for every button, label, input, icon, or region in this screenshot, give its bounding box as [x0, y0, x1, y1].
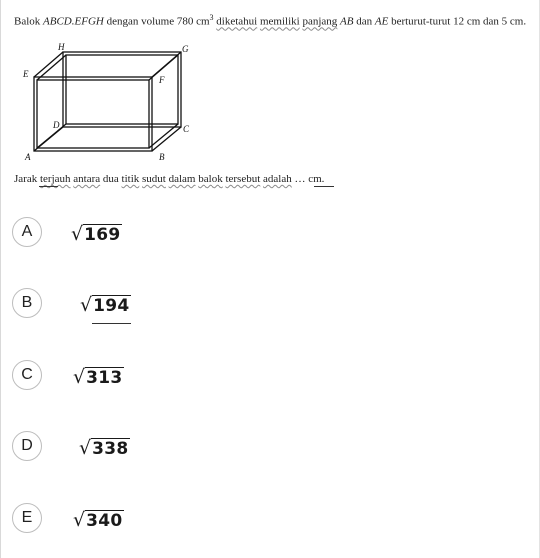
- spellcheck-word: diketahui: [216, 15, 258, 28]
- radicand: 338: [92, 439, 129, 459]
- prompt-segment: Jarak: [14, 173, 40, 185]
- solid-name: ABCD.EFGH: [43, 15, 104, 28]
- option-letter-badge: C: [12, 360, 42, 390]
- question-segment: berturut-turut 12 cm dan 5 cm.: [388, 15, 527, 28]
- front-face-inner: [37, 80, 149, 148]
- edge-bc: [152, 127, 181, 151]
- vertex-c-label: C: [183, 124, 190, 134]
- question-prompt: [14, 171, 529, 187]
- vertex-g-label: G: [182, 44, 189, 54]
- sqrt-icon: √: [71, 223, 84, 245]
- option-letter-badge: A: [12, 217, 42, 247]
- spellcheck-word: terjauh: [39, 173, 71, 185]
- sqrt-icon: √: [73, 509, 86, 531]
- vertex-f-label: F: [159, 75, 165, 85]
- question-segment: Balok: [14, 15, 44, 28]
- sqrt-icon: √: [80, 294, 93, 316]
- front-face: [34, 77, 152, 151]
- radicand: 313: [86, 368, 123, 388]
- option-answer: [71, 219, 122, 245]
- cursor-marker-left: [39, 186, 58, 187]
- spellcheck-word: adalah: [263, 173, 292, 185]
- spellcheck-word: memiliki: [259, 15, 300, 28]
- page-border-left: [0, 0, 1, 558]
- radicand: 194: [93, 296, 130, 316]
- edge-ae: AE: [374, 15, 389, 28]
- question-text: [14, 9, 529, 31]
- option-c[interactable]: [12, 358, 312, 392]
- option-letter-badge: D: [12, 431, 42, 461]
- question-segment: dengan volume 780 cm: [103, 15, 210, 28]
- spellcheck-word: balok: [198, 173, 223, 185]
- option-e[interactable]: [12, 501, 312, 535]
- spellcheck-word: tersebut: [225, 173, 261, 185]
- option-b-underline: [92, 323, 131, 324]
- cuboid-figure: [16, 42, 216, 170]
- cursor-marker-right: [314, 186, 334, 187]
- spellcheck-word: sudut: [142, 173, 166, 185]
- option-b[interactable]: [12, 286, 312, 320]
- option-answer: [73, 505, 124, 531]
- option-answer: [80, 290, 131, 316]
- back-face-inner: [66, 55, 178, 124]
- option-answer: [73, 362, 124, 388]
- prompt-segment: … cm.: [291, 173, 325, 185]
- sqrt-icon: √: [73, 366, 86, 388]
- edge-ad-inner: [37, 124, 66, 148]
- edge-eh-inner: [37, 55, 66, 80]
- option-letter-badge: E: [12, 503, 42, 533]
- vertex-b-label: B: [159, 152, 165, 162]
- option-letter-badge: B: [12, 288, 42, 318]
- radicand: 340: [86, 511, 123, 531]
- radicand: 169: [84, 225, 121, 245]
- vertex-e-label: E: [23, 69, 29, 79]
- option-d[interactable]: [12, 429, 312, 463]
- sqrt-icon: √: [79, 437, 92, 459]
- spellcheck-word: titik: [121, 173, 140, 185]
- spellcheck-word: panjang: [302, 15, 338, 28]
- spellcheck-word: dalam: [168, 173, 196, 185]
- spellcheck-word: antara: [73, 173, 101, 185]
- back-face: [63, 52, 181, 127]
- option-a[interactable]: [12, 215, 312, 249]
- unit-exponent: 3: [209, 13, 214, 22]
- prompt-segment: dua: [100, 173, 122, 185]
- question-segment: dan: [353, 15, 375, 28]
- option-answer: [79, 433, 130, 459]
- vertex-d-label: D: [53, 120, 60, 130]
- edge-ab: AB: [340, 15, 354, 28]
- vertex-h-label: H: [58, 42, 65, 52]
- edge-eh: [34, 52, 63, 77]
- vertex-a-label: A: [25, 152, 31, 162]
